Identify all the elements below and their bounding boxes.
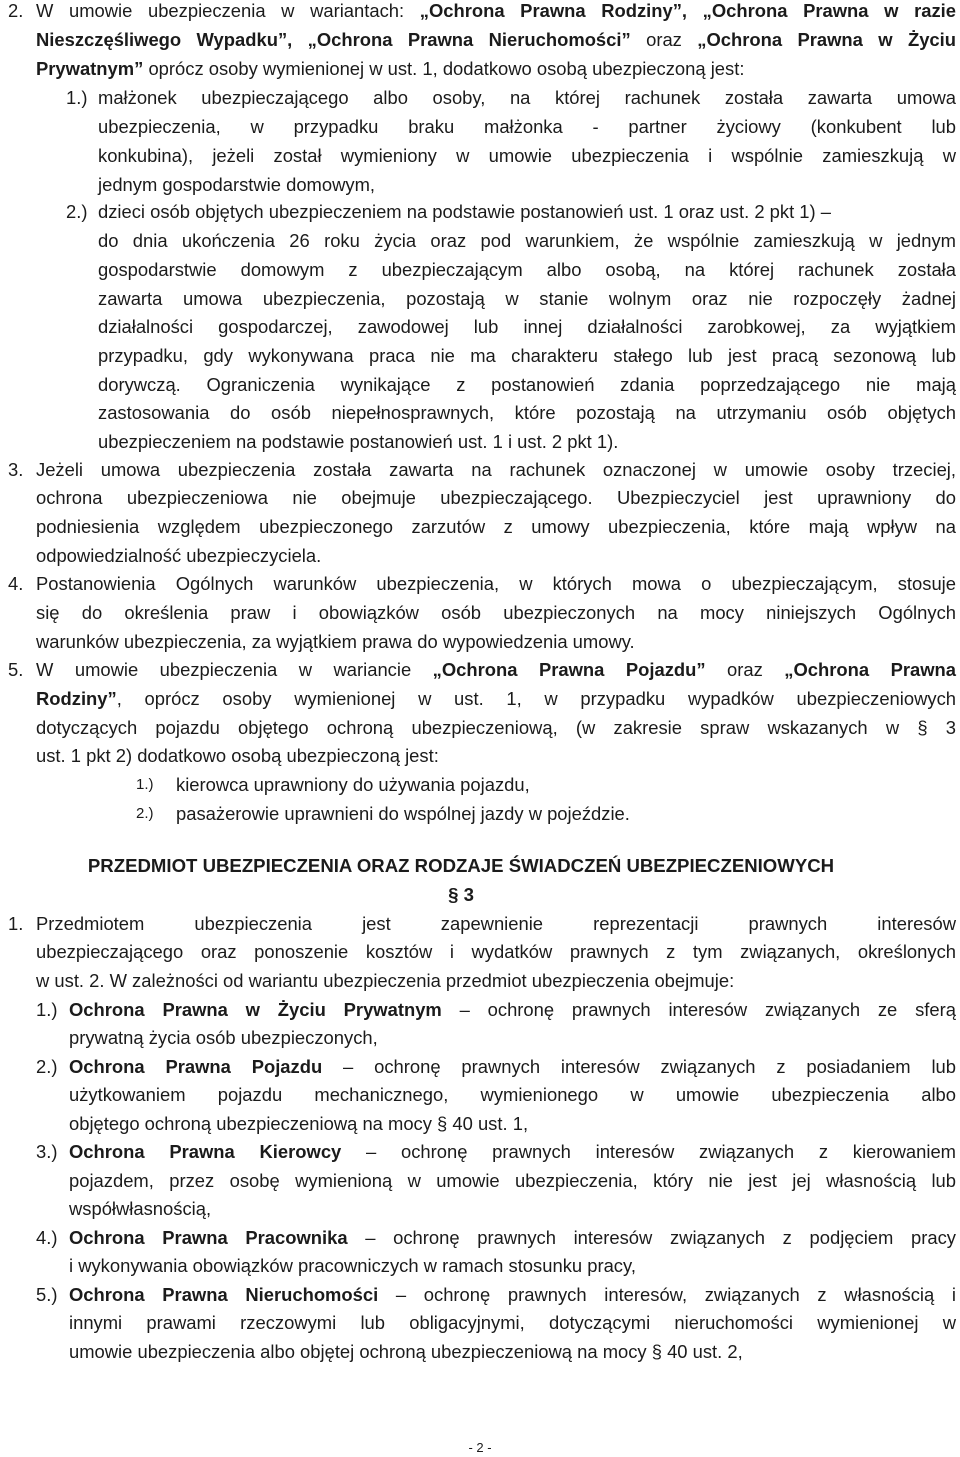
subpoint-number: 2.) bbox=[136, 805, 154, 822]
paragraph-line: Prywatnym” oprócz osoby wymienionej w ust. 1, dodatkowo osobą ubezpieczoną jest: bbox=[36, 58, 745, 79]
subpoint-line: zastosowania do osób niepełnosprawnych, które pozostają na utrzymaniu osób objętych bbox=[98, 402, 956, 423]
subpoint-number: 1.) bbox=[136, 776, 154, 793]
paragraph-line: warunków ubezpieczenia, za wyjątkiem prawa do wypowiedzenia umowy. bbox=[36, 631, 635, 652]
subpoint-line: kierowca uprawniony do używania pojazdu, bbox=[176, 774, 530, 795]
paragraph-line: W umowie ubezpieczenia w wariantach: „Ochrona Prawna Rodziny”, „Ochrona Prawna w razie bbox=[36, 0, 956, 21]
paragraph-number: 5. bbox=[8, 659, 24, 680]
subpoint-line: umowie ubezpieczenia albo objętej ochroną ubezpieczeniową na mocy § 40 ust. 2, bbox=[69, 1341, 743, 1362]
subpoint-number: 3.) bbox=[36, 1141, 58, 1162]
subpoint-line: dzieci osób objętych ubezpieczeniem na podstawie postanowień ust. 1 oraz ust. 2 pkt 1) – bbox=[98, 201, 831, 222]
subpoint-line: gospodarstwie domowym z ubezpieczającym albo osobą, na której rachunek została bbox=[98, 259, 956, 280]
subpoint-line: ubezpieczeniem na podstawie postanowień ust. 1 i ust. 2 pkt 1). bbox=[98, 431, 619, 452]
subpoint-line: do dnia ukończenia 26 roku życia oraz pod warunkiem, że wspólnie zamieszkują w jednym bbox=[98, 230, 956, 251]
paragraph-number: 2. bbox=[8, 0, 24, 21]
subpoint-number: 5.) bbox=[36, 1284, 58, 1305]
page-number: - 2 - bbox=[468, 1440, 492, 1455]
section-paragraph-sign: § 3 bbox=[448, 884, 474, 905]
paragraph-line: Postanowienia Ogólnych warunków ubezpieczenia, w których mowa o ubezpieczającym, stosuje bbox=[36, 573, 956, 594]
subpoint-line: współwłasnością, bbox=[69, 1198, 212, 1219]
subpoint-line: prywatną życia osób ubezpieczonych, bbox=[69, 1027, 378, 1048]
paragraph-line: ubezpieczającego oraz ponoszenie kosztów i wydatków prawnych z tym związanych, określonych bbox=[36, 941, 956, 962]
section-heading: PRZEDMIOT UBEZPIECZENIA ORAZ RODZAJE ŚWIADCZEŃ UBEZPIECZENIOWYCH bbox=[87, 855, 835, 876]
subpoint-line: pasażerowie uprawnieni do wspólnej jazdy w pojeździe. bbox=[176, 803, 630, 824]
subpoint-line: Ochrona Prawna Kierowcy – ochronę prawnych interesów związanych z kierowaniem bbox=[69, 1141, 957, 1162]
subpoint-line: objętego ochroną ubezpieczeniową na mocy § 40 ust. 1, bbox=[69, 1113, 529, 1134]
subpoint-number: 4.) bbox=[36, 1227, 58, 1248]
paragraph-line: Jeżeli umowa ubezpieczenia została zawarta na rachunek oznaczonej w umowie osoby trzeciej, bbox=[36, 459, 956, 480]
subpoint-number: 1.) bbox=[36, 999, 58, 1020]
subpoint-line: ubezpieczenia, w przypadku braku małżonka - partner życiowy (konkubent lub bbox=[98, 116, 956, 137]
paragraph-line: Rodziny”, oprócz osoby wymienionej w ust. 1, w przypadku wypadków ubezpieczeniowych bbox=[36, 688, 956, 709]
subpoint-line: jednym gospodarstwie domowym, bbox=[98, 174, 375, 195]
subpoint-line: użytkowaniem pojazdu mechanicznego, wymienionego w umowie ubezpieczenia albo bbox=[69, 1084, 956, 1105]
subpoint-line: zawarta umowa ubezpieczenia, pozostają w stanie wolnym oraz nie rozpoczęły żadnej bbox=[98, 288, 956, 309]
paragraph-line: Przedmiotem ubezpieczenia jest zapewnienie reprezentacji prawnych interesów bbox=[36, 913, 956, 934]
paragraph-line: podniesienia względem ubezpieczonego zarzutów z umowy ubezpieczenia, które mają wpływ na bbox=[36, 516, 956, 537]
subpoint-number: 1.) bbox=[66, 87, 88, 108]
paragraph-number: 3. bbox=[8, 459, 24, 480]
subpoint-line: pojazdem, przez osobę wymienioną w umowie ubezpieczenia, który nie jest jej własnością lub bbox=[69, 1170, 956, 1191]
paragraph-line: ochrona ubezpieczeniowa nie obejmuje ubezpieczającego. Ubezpieczyciel jest uprawniony do bbox=[36, 487, 956, 508]
subpoint-line: Ochrona Prawna w Życiu Prywatnym – ochronę prawnych interesów związanych ze sferą bbox=[69, 999, 956, 1020]
paragraph-line: dotyczących pojazdu objętego ochroną ubezpieczeniową, (w zakresie spraw wskazanych w § 3 bbox=[36, 717, 956, 738]
paragraph-line: ust. 1 pkt 2) dodatkowo osobą ubezpieczoną jest: bbox=[36, 745, 439, 766]
subpoint-line: dorywczą. Ograniczenia wynikające z postanowień zdania poprzedzającego nie mają bbox=[98, 374, 956, 395]
subpoint-line: Ochrona Prawna Nieruchomości – ochronę prawnych interesów, związanych z własnością i bbox=[69, 1284, 956, 1305]
paragraph-number: 1. bbox=[8, 913, 24, 934]
subpoint-line: działalności gospodarczej, zawodowej lub innej działalności zarobkowej, za wyjątkiem bbox=[98, 316, 956, 337]
subpoint-line: Ochrona Prawna Pracownika – ochronę prawnych interesów związanych z podjęciem pracy bbox=[69, 1227, 956, 1248]
subpoint-line: i wykonywania obowiązków pracowniczych w ramach stosunku pracy, bbox=[69, 1255, 636, 1276]
subpoint-line: Ochrona Prawna Pojazdu – ochronę prawnych interesów związanych z posiadaniem lub bbox=[69, 1056, 956, 1077]
subpoint-line: innymi prawami rzeczowymi lub obligacyjnymi, dotyczącymi nieruchomości wymienionej w bbox=[69, 1312, 956, 1333]
subpoint-line: przypadku, gdy wykonywana praca nie ma charakteru stałego lub jest pracą sezonową lub bbox=[98, 345, 956, 366]
paragraph-line: Nieszczęśliwego Wypadku”, „Ochrona Prawna Nieruchomości” oraz „Ochrona Prawna w Życiu bbox=[36, 29, 957, 50]
paragraph-line: się do określenia praw i obowiązków osób ubezpieczonych na mocy niniejszych Ogólnych bbox=[36, 602, 956, 623]
paragraph-line: odpowiedzialność ubezpieczyciela. bbox=[36, 545, 322, 566]
subpoint-line: małżonek ubezpieczającego albo osoby, na której rachunek została zawarta umowa bbox=[98, 87, 956, 108]
paragraph-line: W umowie ubezpieczenia w wariancie „Ochrona Prawna Pojazdu” oraz „Ochrona Prawna bbox=[36, 659, 957, 680]
subpoint-line: konkubina), jeżeli został wymieniony w umowie ubezpieczenia i wspólnie zamieszkują w bbox=[98, 145, 956, 166]
paragraph-line: w ust. 2. W zależności od wariantu ubezpieczenia przedmiot ubezpieczenia obejmuje: bbox=[36, 970, 735, 991]
paragraph-number: 4. bbox=[8, 573, 24, 594]
subpoint-number: 2.) bbox=[36, 1056, 58, 1077]
subpoint-number: 2.) bbox=[66, 201, 88, 222]
